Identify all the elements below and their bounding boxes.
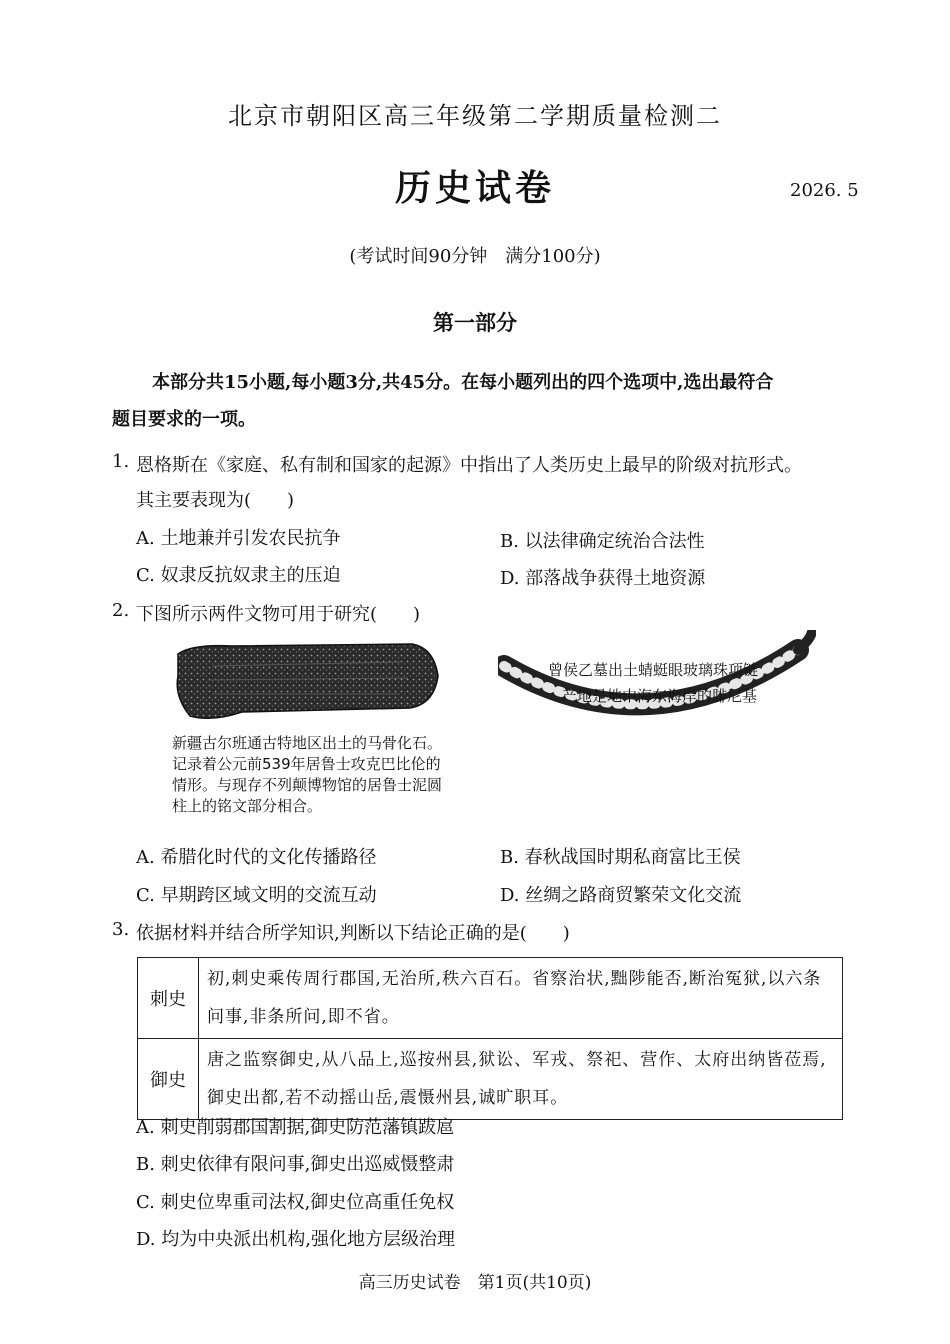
question-2-option-d: D. 丝绸之路商贸繁荣文化交流 bbox=[500, 885, 742, 906]
question-2-number: 2. bbox=[112, 600, 130, 621]
horse-bone-fossil-image bbox=[172, 636, 442, 726]
exam-info: (考试时间90分钟 满分100分) bbox=[349, 246, 601, 267]
question-3-number: 3. bbox=[112, 919, 130, 940]
exam-date: 2026. 5 bbox=[790, 180, 859, 201]
table-row-content: 初,刺史乘传周行郡国,无治所,秩六百石。省察治状,黜陟能否,断治冤狱,以六条问事,非条所问,即不省。 bbox=[199, 958, 843, 1039]
question-2-option-c: C. 早期跨区域文明的交流互动 bbox=[136, 885, 377, 906]
figure-right-caption-line1: 曾侯乙墓出土蜻蜓眼玻璃珠项链 bbox=[548, 661, 759, 679]
question-1-option-a: A. 土地兼并引发农民抗争 bbox=[136, 528, 341, 549]
question-1-option-d: D. 部落战争获得土地资源 bbox=[500, 568, 706, 589]
table-row-label: 御史 bbox=[138, 1039, 199, 1120]
table-row bbox=[138, 958, 843, 1039]
table-row-content: 唐之监察御史,从八品上,巡按州县,狱讼、军戎、祭祀、营作、太府出纳皆莅焉,御史出都,若不动摇山岳,震慑州县,诚旷职耳。 bbox=[199, 1039, 843, 1120]
question-3-option-a: A. 刺史削弱郡国割据,御史防范藩镇跋扈 bbox=[136, 1117, 455, 1138]
part-instructions-line2: 题目要求的一项。 bbox=[112, 409, 256, 430]
exam-header-title: 北京市朝阳区高三年级第二学期质量检测二 bbox=[228, 102, 722, 130]
question-3-option-d: D. 均为中央派出机构,强化地方层级治理 bbox=[136, 1229, 455, 1250]
question-3-option-c: C. 刺史位卑重司法权,御史位高重任免权 bbox=[136, 1192, 455, 1213]
question-3-stem-line1: 依据材料并结合所学知识,判断以下结论正确的是( ) bbox=[136, 923, 570, 944]
question-3-option-b: B. 刺史依律有限问事,御史出巡威慑整肃 bbox=[136, 1154, 455, 1175]
part-title: 第一部分 bbox=[433, 310, 517, 335]
question-1-option-c: C. 奴隶反抗奴隶主的压迫 bbox=[136, 565, 341, 586]
question-2-option-b: B. 春秋战国时期私商富比王侯 bbox=[500, 847, 741, 868]
page-footer: 高三历史试卷 第1页(共10页) bbox=[358, 1273, 592, 1293]
part-instructions-line1: 本部分共15小题,每小题3分,共45分。在每小题列出的四个选项中,选出最符合 bbox=[152, 372, 774, 393]
comparison-table bbox=[137, 957, 843, 1120]
table-row-label: 刺史 bbox=[138, 958, 199, 1039]
question-2-option-a: A. 希腊化时代的文化传播路径 bbox=[136, 847, 377, 868]
subject-title: 历史试卷 bbox=[394, 167, 555, 209]
question-1-option-b: B. 以法律确定统治合法性 bbox=[500, 531, 705, 552]
question-1-stem-line2: 其主要表现为( ) bbox=[136, 490, 295, 511]
question-1-stem-line1: 恩格斯在《家庭、私有制和国家的起源》中指出了人类历史上最早的阶级对抗形式。 bbox=[136, 455, 802, 476]
figure-right-caption-line2: 产地是地中海东海岸的腓尼基 bbox=[562, 687, 758, 705]
question-1-number: 1. bbox=[112, 451, 130, 472]
question-2-stem-line1: 下图所示两件文物可用于研究( ) bbox=[136, 604, 421, 625]
figure-left-caption: 新疆古尔班通古特地区出土的马骨化石。记录着公元前539年居鲁士攻克巴比伦的情形。与现存不列颠博物馆的居鲁士泥圆柱上的铭文部分相合。 bbox=[172, 734, 443, 815]
table-row bbox=[138, 1039, 843, 1120]
